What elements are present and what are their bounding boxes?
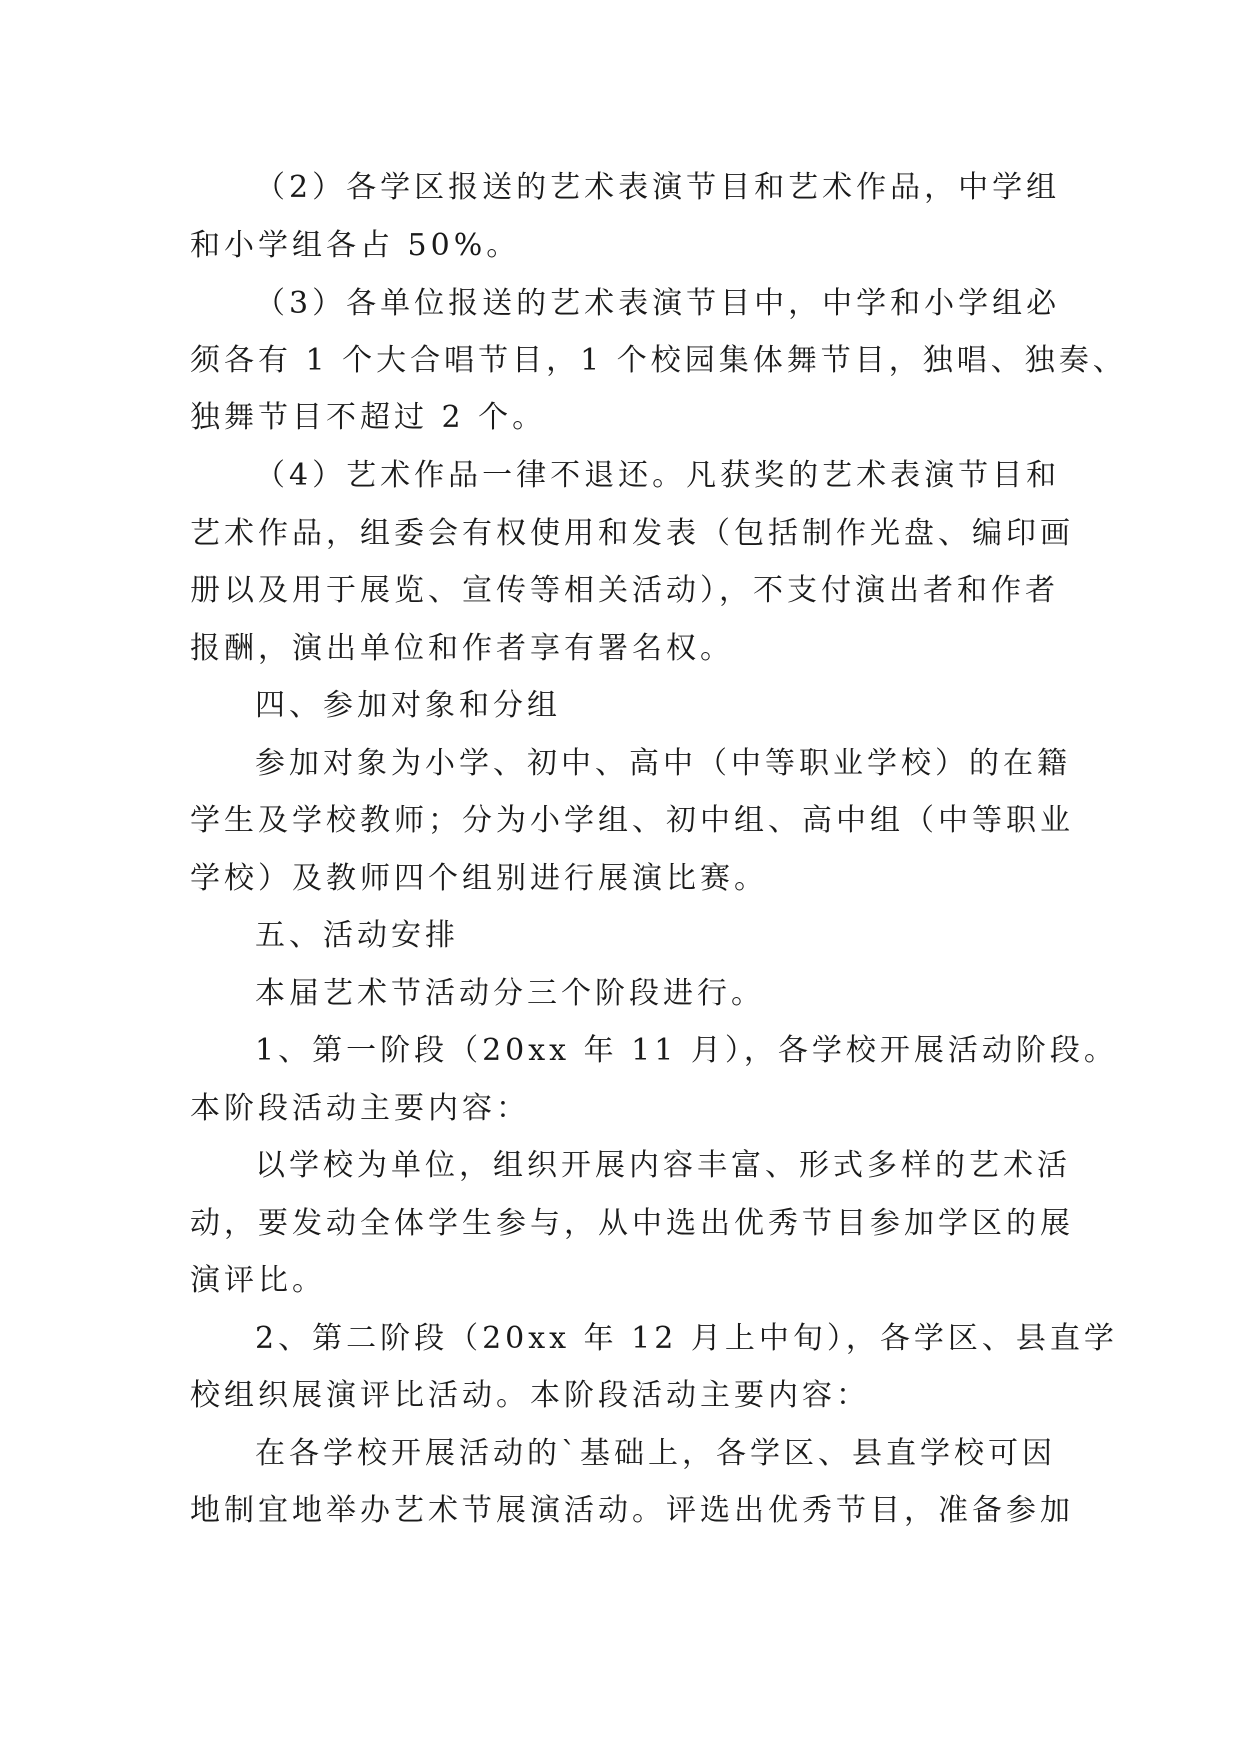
text-line: 本阶段活动主要内容：	[190, 1091, 530, 1126]
text-line: （4）艺术作品一律不退还。凡获奖的艺术表演节目和	[255, 458, 1061, 493]
text-line: 在各学校开展活动的`基础上，各学区、县直学校可因	[255, 1436, 1056, 1471]
text-line: 以学校为单位，组织开展内容丰富、形式多样的艺术活	[255, 1148, 1071, 1183]
text-line: 2、第二阶段（20xx 年 12 月上中旬），各学区、县直学	[255, 1321, 1118, 1356]
section-heading: 四、参加对象和分组	[255, 688, 561, 723]
text-line: 1、第一阶段（20xx 年 11 月），各学校开展活动阶段。	[255, 1033, 1118, 1068]
text-line: 学校）及教师四个组别进行展演比赛。	[190, 861, 768, 896]
text-line: 册以及用于展览、宣传等相关活动），不支付演出者和作者	[190, 573, 1059, 608]
text-line: 独舞节目不超过 2 个。	[190, 400, 547, 435]
text-line: 演评比。	[190, 1263, 326, 1298]
text-line: （3）各单位报送的艺术表演节目中，中学和小学组必	[255, 286, 1061, 321]
text-line: 须各有 1 个大合唱节目，1 个校园集体舞节目，独唱、独奏、	[190, 343, 1127, 378]
text-line: 参加对象为小学、初中、高中（中等职业学校）的在籍	[255, 746, 1071, 781]
text-line: （2）各学区报送的艺术表演节目和艺术作品，中学组	[255, 170, 1061, 205]
text-line: 报酬，演出单位和作者享有署名权。	[190, 631, 734, 666]
text-line: 动，要发动全体学生参与，从中选出优秀节目参加学区的展	[190, 1206, 1074, 1241]
text-line: 学生及学校教师；分为小学组、初中组、高中组（中等职业	[190, 803, 1074, 838]
section-heading: 五、活动安排	[255, 918, 459, 953]
text-line: 艺术作品，组委会有权使用和发表（包括制作光盘、编印画	[190, 516, 1074, 551]
text-line: 校组织展演评比活动。本阶段活动主要内容：	[190, 1378, 870, 1413]
text-line: 和小学组各占 50%。	[190, 228, 521, 263]
text-line: 本届艺术节活动分三个阶段进行。	[255, 976, 765, 1011]
text-line: 地制宜地举办艺术节展演活动。评选出优秀节目，准备参加	[190, 1493, 1074, 1528]
